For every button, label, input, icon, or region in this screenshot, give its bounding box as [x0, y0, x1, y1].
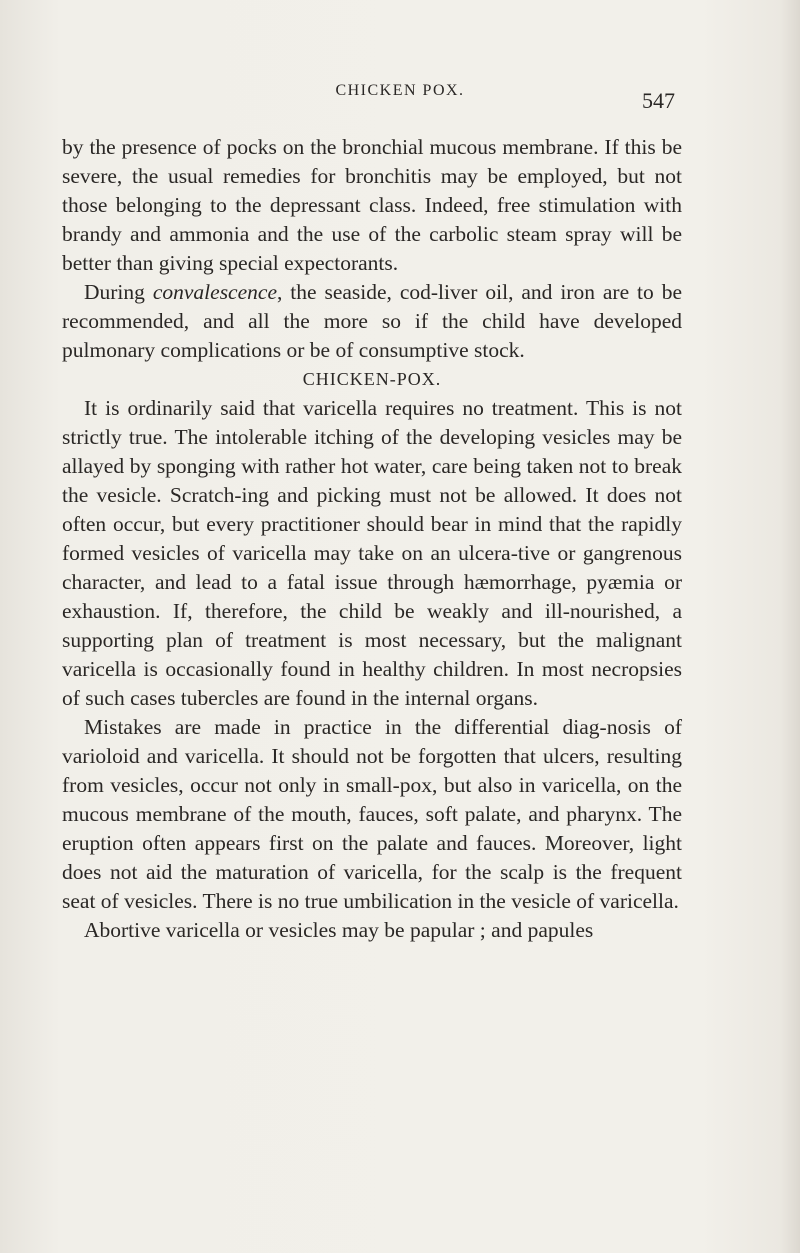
paragraph-convalescence — [62, 278, 682, 365]
paragraph-treatment: It is ordinarily said that varicella requires no treatment. This is not strictly true. The intolerable itching of the developing vesicles may be allayed by sponging with rather hot water, care being taken not to break the vesicle. Scratch-ing and picking must not be allowed. It does not often occur, but every practitioner should bear in mind that the rapidly formed vesicles of varicella may take on an ulcera-tive or gangrenous character, and lead to a fatal issue through hæmorrhage, pyæmia or exhaustion. If, therefore, the child be weakly and ill-nourished, a supporting plan of treatment is most necessary, but the malignant varicella is occasionally found in healthy children. In most necropsies of such cases tubercles are found in the internal organs. — [62, 396, 682, 710]
convalescence-rest: , the seaside, cod-liver oil, and iron are to be recommended, and all the more so if the child have developed pulmonary complications or be of consumptive stock. — [62, 280, 682, 362]
convalescence-emphasis: convalescence — [152, 280, 277, 304]
body-text — [62, 133, 682, 945]
page-number: 547 — [642, 88, 675, 113]
paragraph-diagnosis: Mistakes are made in practice in the differential diag-nosis of varioloid and varicella. It should not be forgotten that ulcers, resulting from vesicles, occur not only in small-pox, but also in varicella, on the mucous membrane of the mouth, fauces, soft palate, and pharynx. The eruption often appears first on the palate and fauces. Moreover, light does not aid the maturation of varicella, for the scalp is the frequent seat of vesicles. There is no true umbilication in the vesicle of varicella. — [62, 715, 682, 913]
paragraph-bronchial: by the presence of pocks on the bronchial mucous membrane. If this be severe, the usual remedies for bronchitis may be employed, but not those belonging to the depressant class. Indeed, free stimulation with brandy and ammonia and the use of the carbolic steam spray will be better than giving special expectorants. — [62, 135, 682, 275]
section-heading: CHICKEN-POX. — [302, 369, 442, 389]
running-head: CHICKEN POX. — [335, 82, 465, 99]
convalescence-lead: During — [84, 280, 145, 304]
paragraph-abortive: Abortive varicella or vesicles may be papular ; and papules — [84, 918, 594, 942]
